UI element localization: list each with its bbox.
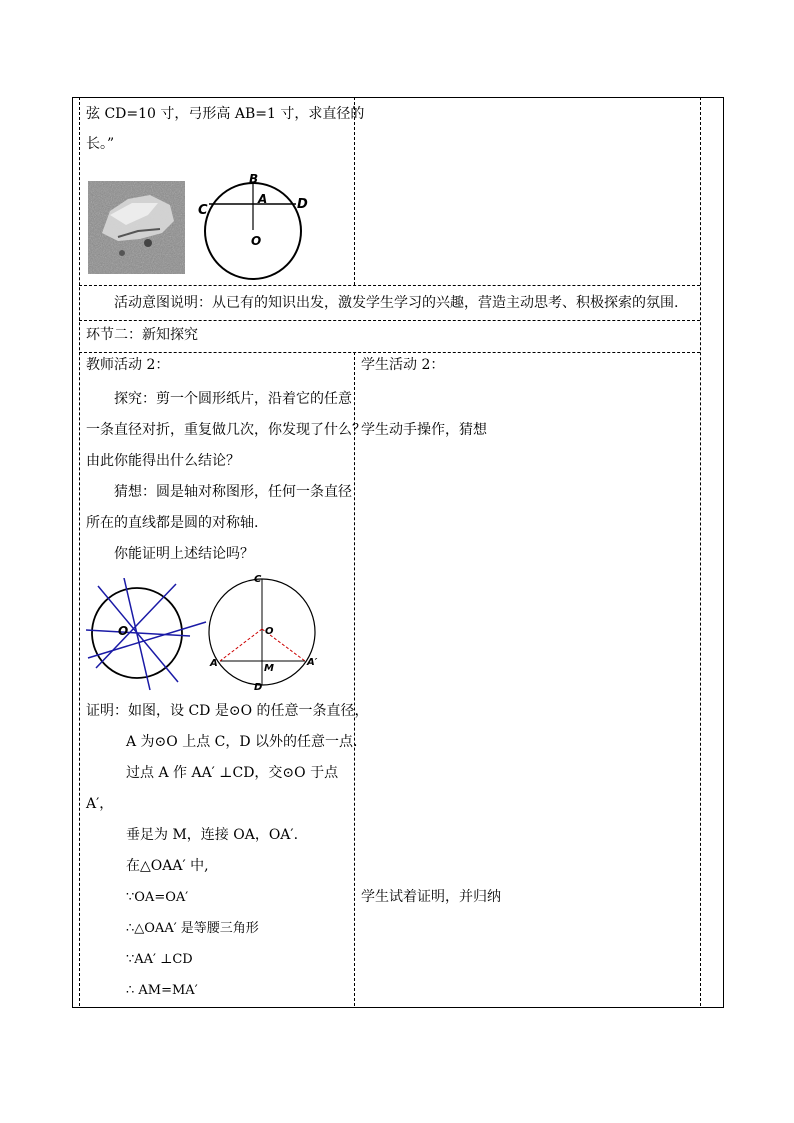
proof-line-10: ∴ AM=MA′ bbox=[126, 983, 198, 998]
prove-question: 你能证明上述结论吗？ bbox=[114, 546, 254, 562]
stone-photo-image bbox=[88, 181, 185, 274]
student-note-1: 学生动手操作，猜想 bbox=[361, 422, 487, 438]
proof-circle-diagram bbox=[206, 572, 328, 694]
proof-line-2: A 为⊙O 上点 C，D 以外的任意一点. bbox=[126, 734, 358, 750]
conjecture-line-2: 所在的直线都是圆的对称轴. bbox=[86, 515, 259, 531]
label-o: O bbox=[265, 626, 274, 637]
column-divider-top bbox=[354, 97, 355, 285]
label-m: M bbox=[264, 663, 274, 674]
diameter-line-5 bbox=[88, 622, 206, 658]
right-inner-border bbox=[700, 97, 701, 1006]
proof-line-5: 垂足为 M，连接 OA，OA′. bbox=[126, 827, 299, 843]
explore-line-3: 由此你能得出什么结论？ bbox=[86, 453, 240, 469]
chord-circle-diagram bbox=[196, 170, 316, 282]
label-o: O bbox=[118, 624, 129, 638]
row-divider-1 bbox=[79, 285, 700, 286]
student-note-2: 学生试着证明，并归纳 bbox=[361, 889, 501, 905]
label-o: O bbox=[251, 234, 262, 248]
explore-line-2: 一条直径对折，重复做几次，你发现了什么？ bbox=[86, 422, 366, 438]
diameters-circle-diagram bbox=[86, 578, 208, 694]
label-c: C bbox=[198, 203, 208, 218]
student-activity-title: 学生活动 2： bbox=[361, 357, 445, 373]
segment-oa bbox=[220, 629, 262, 661]
label-d: D bbox=[254, 682, 263, 693]
proof-line-6: 在△OAA′ 中, bbox=[126, 858, 209, 874]
label-b: B bbox=[249, 172, 259, 186]
conjecture-line-1: 猜想：圆是轴对称图形，任何一条直径 bbox=[114, 484, 352, 500]
activity-intent: 活动意图说明：从已有的知识出发，激发学生学习的兴趣，营造主动思考、积极探索的氛围. bbox=[114, 295, 679, 311]
teacher-activity-title: 教师活动 2： bbox=[86, 357, 170, 373]
label-a: A bbox=[210, 658, 218, 669]
proof-line-9: ∵AA′ ⊥CD bbox=[126, 952, 193, 967]
left-inner-border bbox=[79, 97, 80, 1006]
diameter-line-4 bbox=[96, 584, 176, 668]
problem-line-2: 长。” bbox=[86, 136, 115, 152]
proof-line-7: ∵OA=OA′ bbox=[126, 890, 189, 905]
label-a: A bbox=[258, 192, 268, 206]
proof-line-1: 证明：如图，设 CD 是⊙O 的任意一条直径， bbox=[86, 703, 369, 719]
explore-line-1: 探究：剪一个圆形纸片，沿着它的任意 bbox=[114, 391, 352, 407]
row-divider-2 bbox=[79, 320, 700, 321]
label-d: D bbox=[297, 197, 308, 212]
label-c: C bbox=[254, 574, 262, 585]
column-divider-bottom bbox=[354, 352, 355, 1006]
label-a-prime: A′ bbox=[307, 657, 318, 668]
proof-line-3: 过点 A 作 AA′ ⊥CD，交⊙O 于点 bbox=[126, 765, 339, 781]
problem-line-1: 弦 CD=10 寸，弓形高 AB=1 寸，求直径的 bbox=[86, 106, 365, 122]
section-title: 环节二：新知探究 bbox=[86, 327, 198, 343]
stone-photo bbox=[88, 181, 185, 274]
proof-line-4: A′， bbox=[86, 796, 114, 812]
proof-line-8: ∴△OAA′ 是等腰三角形 bbox=[126, 921, 259, 936]
diameter-lines bbox=[86, 578, 206, 690]
row-divider-3 bbox=[79, 352, 700, 353]
